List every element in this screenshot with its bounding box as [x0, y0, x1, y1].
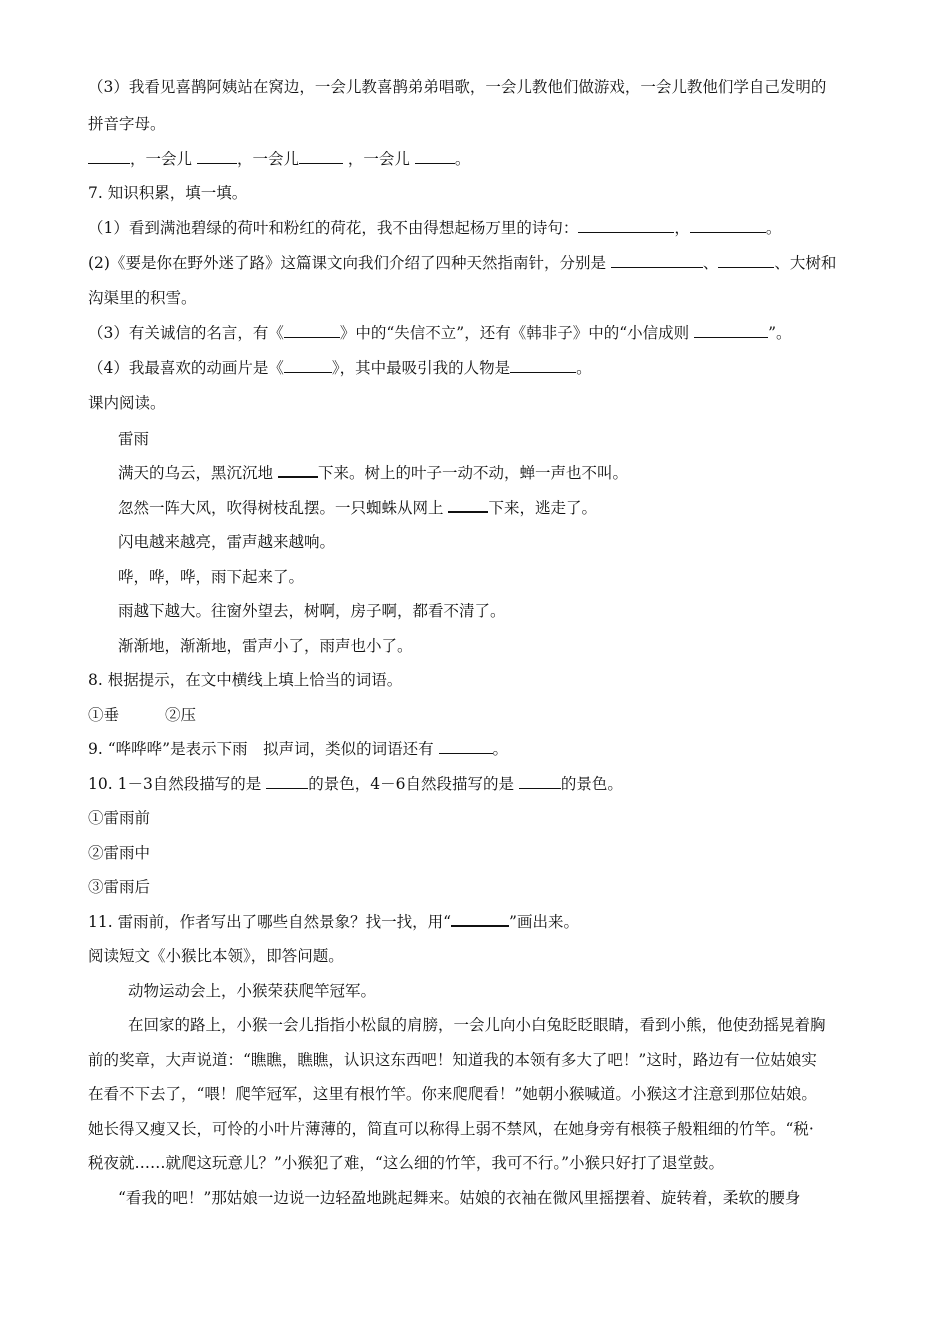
q8-option-2: ②压	[165, 706, 197, 724]
q7-2-line1: (2)《要是你在野外迷了路》这篇课文向我们介绍了四种天然指南针，分别是 、 、大树和	[88, 254, 837, 272]
answer-blank[interactable]	[611, 253, 703, 268]
reading2-para1: 动物运动会上，小猴荣获爬竿冠军。	[128, 982, 377, 1000]
answer-blank[interactable]	[694, 323, 768, 338]
reading2-heading: 阅读短文《小猴比本领》，即答问题。	[88, 947, 344, 965]
answer-blank[interactable]	[278, 462, 318, 478]
q8-options	[88, 704, 866, 726]
q10-option-3[interactable]: ③雷雨后	[88, 878, 151, 896]
answer-blank[interactable]	[448, 497, 488, 513]
q10-option-1[interactable]: ①雷雨前	[88, 809, 151, 827]
reading1-para6: 渐渐地，渐渐地，雷声小了，雨声也小了。	[118, 637, 413, 655]
reading2-para3-line1: “看我的吧！”那姑娘一边说一边轻盈地跳起舞来。姑娘的衣袖在微风里摇摆着、旋转着，柔软的腰身	[118, 1189, 801, 1207]
reading1-para2: 忽然一阵大风，吹得树枝乱摆。一只蜘蛛从网上 下来，逃走了。	[118, 499, 597, 517]
q10: 10. 1－3自然段描写的是 的景色，4－6自然段描写的是 的景色。	[88, 775, 623, 793]
q7-3: （3）有关诚信的名言，有《 》中的“失信不立”，还有《韩非子》中的“小信成则 ”。	[88, 324, 792, 342]
answer-blank[interactable]	[284, 358, 332, 373]
q7-2-line2: 沟渠里的积雪。	[88, 289, 197, 307]
reading2-para2-line5: 税夜就……就爬这玩意儿？”小猴犯了难，“这么细的竹竿，我可不行。”小猴只好打了退堂鼓。	[88, 1154, 725, 1172]
q9: 9. “哗哗哗”是表示下雨 拟声词，类似的词语还有 。	[88, 740, 509, 758]
answer-blank[interactable]	[415, 149, 455, 164]
reading1-para4: 哗，哗，哗，雨下起来了。	[118, 568, 305, 586]
reading2-para2-line4: 她长得又瘦又长，可怜的小叶片薄薄的，简直可以称得上弱不禁风，在她身旁有根筷子般粗细的竹竿。“税·	[88, 1120, 814, 1138]
reading1-heading: 课内阅读。	[88, 394, 166, 412]
q10-option-2[interactable]: ②雷雨中	[88, 844, 151, 862]
q8-title: 8. 根据提示，在文中横线上填上恰当的词语。	[88, 671, 403, 689]
reading1-para1: 满天的乌云，黑沉沉地 下来。树上的叶子一动不动，蝉一声也不叫。	[118, 464, 628, 482]
answer-blank[interactable]	[266, 774, 308, 789]
reading1-para3: 闪电越来越亮，雷声越来越响。	[118, 533, 336, 551]
answer-blank[interactable]	[299, 149, 343, 164]
answer-blank[interactable]	[439, 739, 493, 754]
q6-3-line2: 拼音字母。	[88, 115, 166, 133]
q11: 11. 雷雨前，作者写出了哪些自然景象？找一找，用“ ”画出来。	[88, 913, 579, 931]
answer-blank[interactable]	[578, 218, 674, 233]
q8-option-1: ①垂	[88, 706, 120, 724]
q7-4: （4）我最喜欢的动画片是《 》，其中最吸引我的人物是 。	[88, 359, 592, 377]
answer-blank[interactable]	[284, 323, 340, 338]
q7-1: （1）看到满池碧绿的荷叶和粉红的荷花，我不由得想起杨万里的诗句： ， 。	[88, 219, 782, 237]
answer-blank[interactable]	[197, 149, 237, 164]
answer-blank[interactable]	[519, 774, 561, 789]
answer-blank[interactable]	[510, 358, 576, 373]
reading2-para2-line3: 在看不下去了，“喂！爬竿冠军，这里有根竹竿。你来爬爬看！”她朝小猴喊道。小猴这才注意到那位姑娘。	[88, 1085, 817, 1103]
reading1-para5: 雨越下越大。往窗外望去，树啊，房子啊，都看不清了。	[118, 602, 506, 620]
answer-blank[interactable]	[718, 253, 774, 268]
underline-sample	[451, 911, 509, 927]
answer-blank[interactable]	[88, 149, 130, 164]
reading1-title: 雷雨	[118, 430, 150, 448]
answer-blank[interactable]	[690, 218, 766, 233]
reading2-para2-line2: 前的奖章，大声说道：“瞧瞧，瞧瞧，认识这东西吧！知道我的本领有多大了吧！”这时，路边有一位姑娘实	[88, 1051, 817, 1069]
q7-title: 7. 知识积累，填一填。	[88, 184, 248, 202]
q6-3-fill-line: ，一会儿 ，一会儿 ，一会儿 。	[88, 148, 866, 170]
q6-3-line1: （3）我看见喜鹊阿姨站在窝边，一会儿教喜鹊弟弟唱歌，一会儿教他们做游戏，一会儿教他们学自己发明的	[88, 78, 827, 96]
reading2-para2-line1: 在回家的路上，小猴一会儿指指小松鼠的肩膀，一会儿向小白兔眨眨眼睛，看到小熊，他使劲摇晃着胸	[128, 1016, 826, 1034]
